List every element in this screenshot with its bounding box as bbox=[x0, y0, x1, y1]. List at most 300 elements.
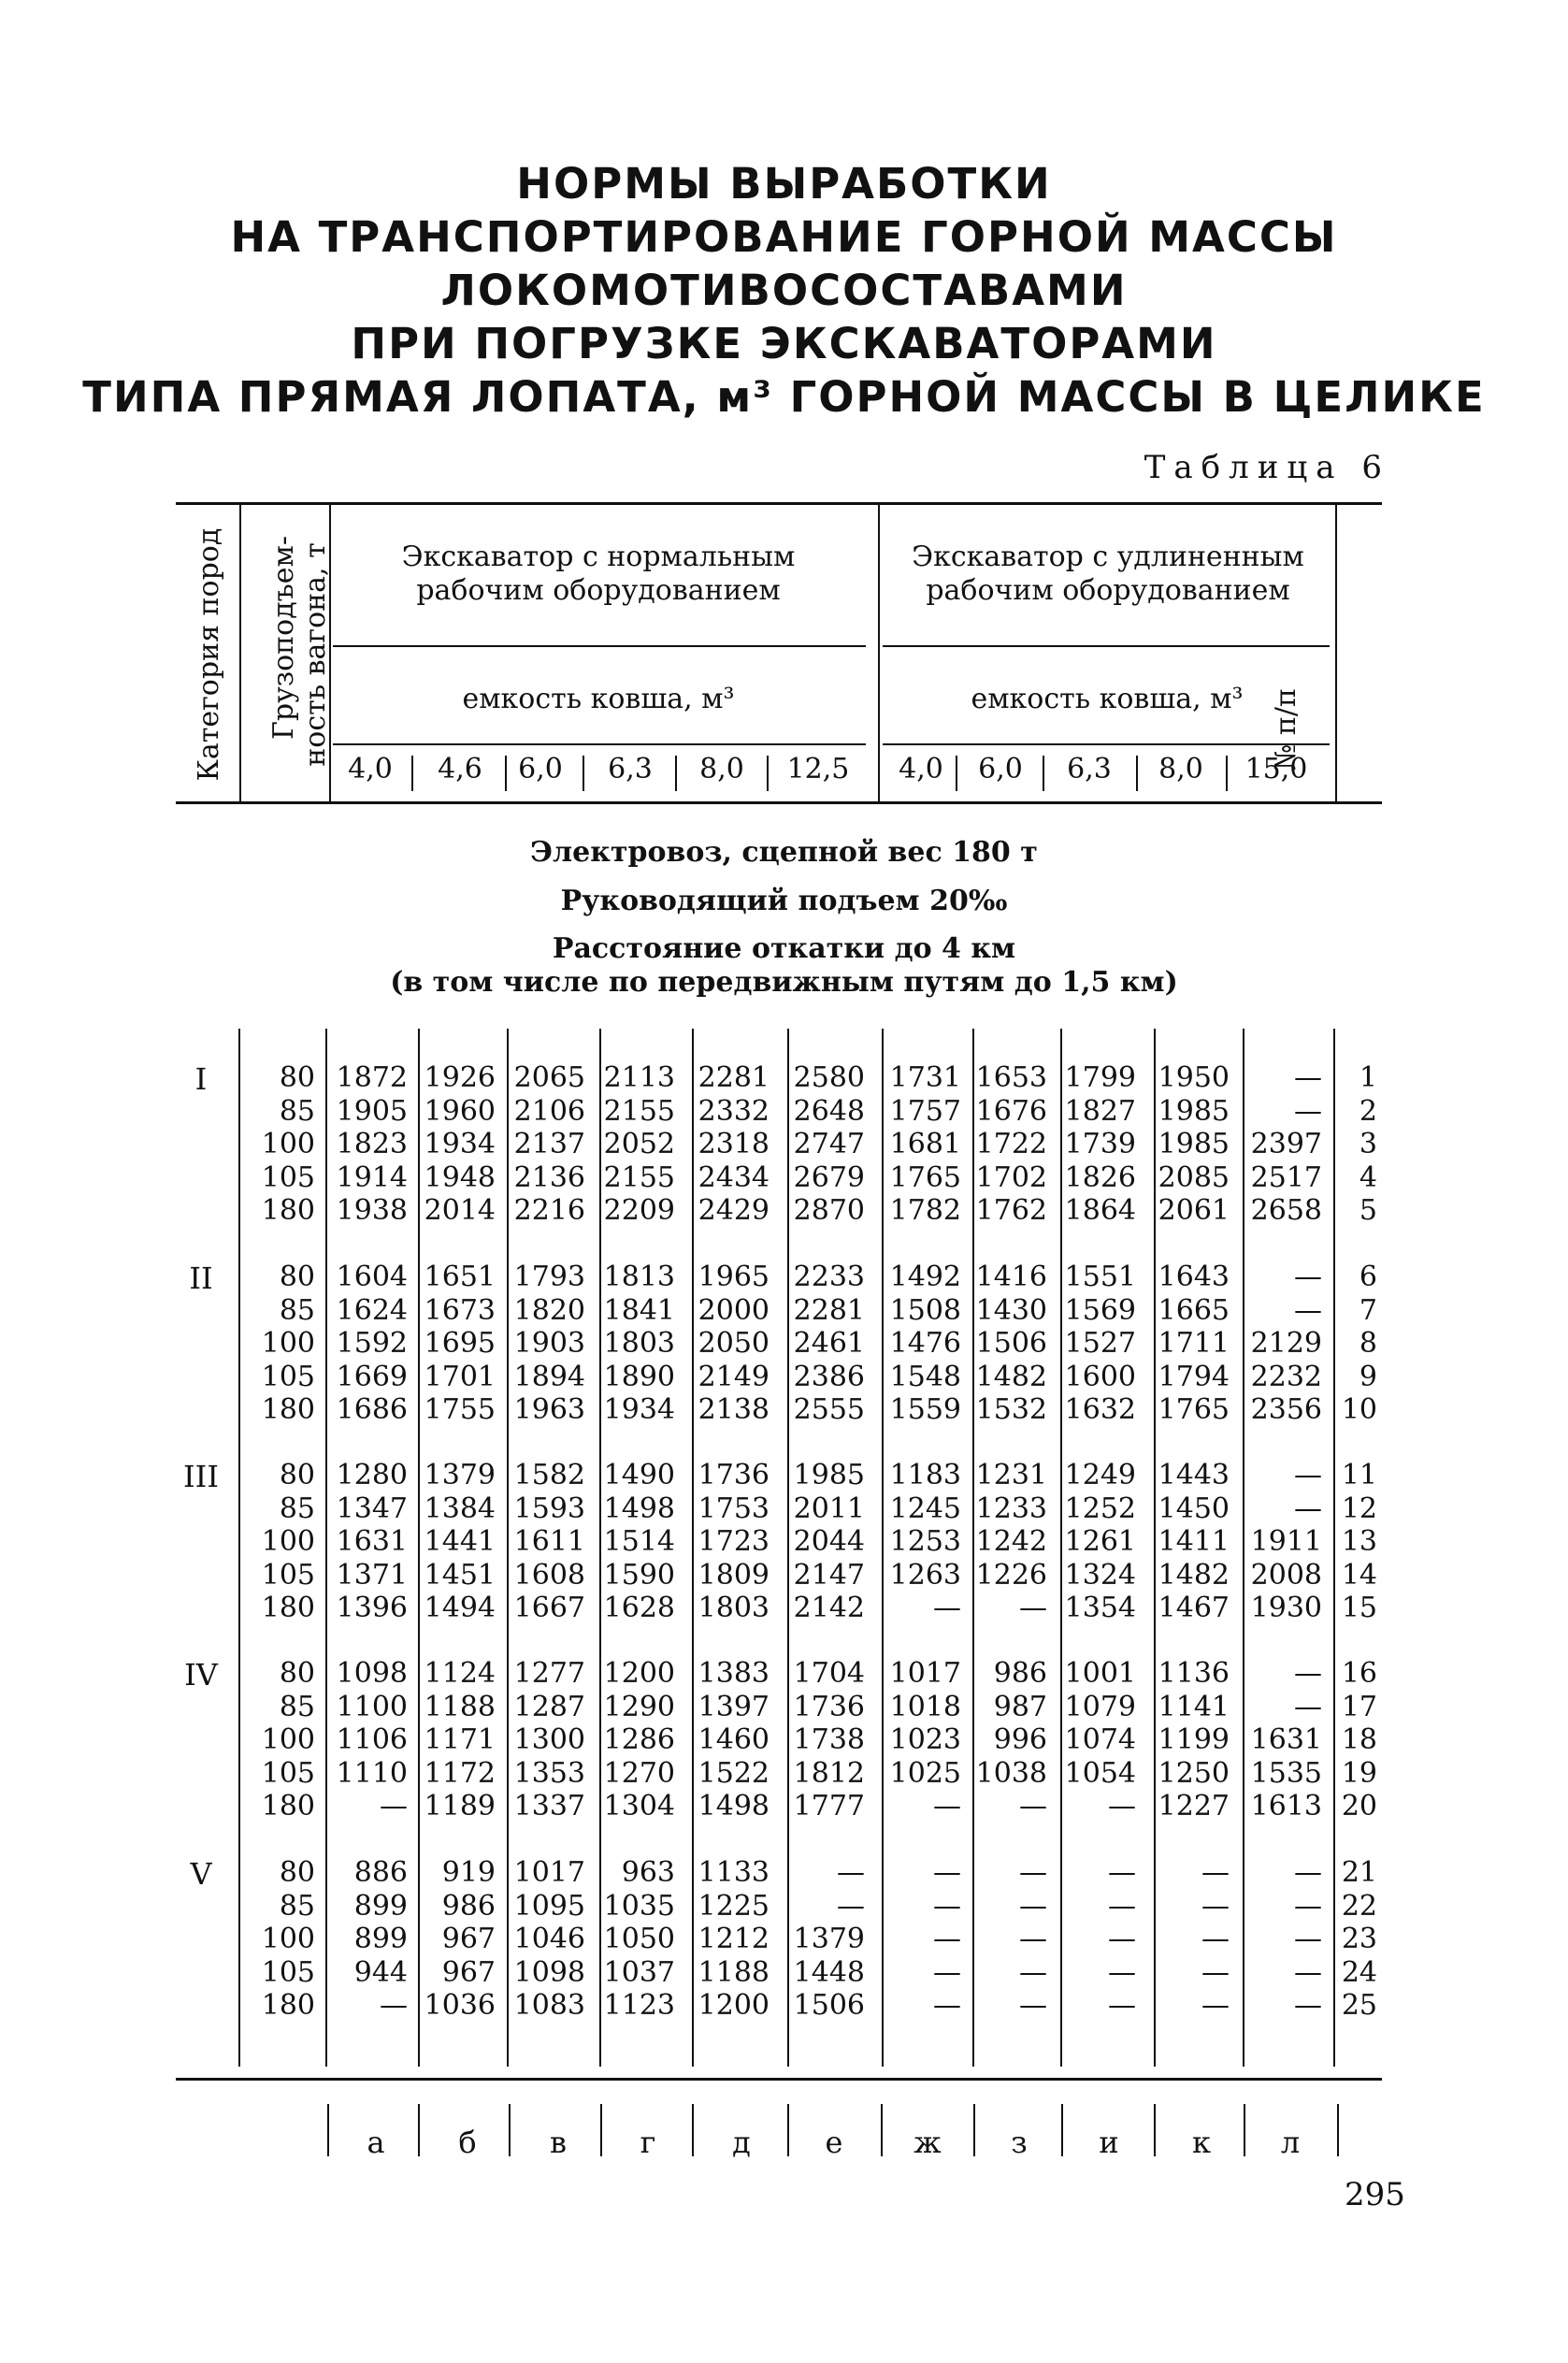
data-cell: — bbox=[1108, 1923, 1136, 1955]
data-cell: — bbox=[933, 1989, 961, 2022]
data-cell: 1354 bbox=[1064, 1592, 1136, 1624]
row-number-cell: 6 bbox=[1359, 1261, 1377, 1293]
data-cell: 967 bbox=[441, 1956, 496, 1989]
data-cell: 2870 bbox=[793, 1194, 865, 1227]
data-cell: 1001 bbox=[1064, 1657, 1136, 1690]
extended-caps-divider bbox=[883, 743, 1330, 745]
row-number-cell: 9 bbox=[1359, 1361, 1377, 1393]
data-cell: 1035 bbox=[603, 1890, 675, 1923]
data-cell: 1371 bbox=[336, 1559, 408, 1592]
capacity-cell: 105 bbox=[261, 1559, 315, 1592]
data-cell: 1337 bbox=[513, 1790, 585, 1823]
row-number-cell: 15 bbox=[1341, 1592, 1377, 1624]
data-cell: 1826 bbox=[1064, 1161, 1136, 1194]
row-number-cell: 21 bbox=[1341, 1856, 1377, 1889]
letter-separator bbox=[973, 2104, 975, 2156]
data-cell: 2085 bbox=[1158, 1161, 1230, 1194]
bucket-capacity-label: 6,0 bbox=[518, 753, 563, 785]
data-cell: 2658 bbox=[1250, 1194, 1322, 1227]
data-cell: 1813 bbox=[603, 1261, 675, 1293]
data-cell: 1025 bbox=[889, 1757, 961, 1790]
data-cell: 1782 bbox=[889, 1194, 961, 1227]
capacity-cell: 85 bbox=[279, 1890, 315, 1923]
header-extended-equipment: Экскаватор с удлиненным рабочим оборудованием bbox=[912, 540, 1304, 607]
data-cell: 899 bbox=[353, 1923, 408, 1955]
data-cell: 963 bbox=[621, 1856, 675, 1889]
data-cell: 2747 bbox=[793, 1128, 865, 1160]
data-cell: — bbox=[1294, 1989, 1322, 2022]
capacity-cell: 80 bbox=[279, 1459, 315, 1491]
data-cell: — bbox=[1108, 1856, 1136, 1889]
data-cell: 2014 bbox=[424, 1194, 496, 1227]
data-cell: — bbox=[1294, 1657, 1322, 1690]
data-cell: 1514 bbox=[603, 1525, 675, 1558]
data-cell: 1926 bbox=[424, 1061, 496, 1094]
data-cell: — bbox=[1108, 1956, 1136, 1989]
data-cell: 2216 bbox=[513, 1194, 585, 1227]
body-bottom-rule bbox=[176, 2078, 1382, 2081]
data-cell: — bbox=[1294, 1890, 1322, 1923]
data-cell: — bbox=[1108, 1790, 1136, 1823]
data-cell: 1188 bbox=[698, 1956, 770, 1989]
data-cell: 1702 bbox=[975, 1161, 1047, 1194]
data-cell: 1106 bbox=[336, 1723, 408, 1756]
letter-separator bbox=[600, 2104, 602, 2156]
letter-separator bbox=[418, 2104, 420, 2156]
data-cell: 2011 bbox=[793, 1492, 865, 1525]
data-cell: — bbox=[933, 1856, 961, 1889]
data-cell: 1667 bbox=[513, 1592, 585, 1624]
data-cell: 2209 bbox=[603, 1194, 675, 1227]
data-cell: 1799 bbox=[1064, 1061, 1136, 1094]
data-cell: 1965 bbox=[698, 1261, 770, 1293]
data-cell: 1083 bbox=[513, 1989, 585, 2022]
data-cell: 1624 bbox=[336, 1294, 408, 1327]
row-number-cell: 20 bbox=[1341, 1790, 1377, 1823]
row-number-cell: 24 bbox=[1341, 1956, 1377, 1989]
data-cell: 2648 bbox=[793, 1095, 865, 1128]
bucket-capacity-label: 4,0 bbox=[348, 753, 393, 785]
letter-separator bbox=[1154, 2104, 1156, 2156]
data-cell: 1079 bbox=[1064, 1691, 1136, 1723]
data-cell: 1506 bbox=[975, 1327, 1047, 1360]
data-cell: 1548 bbox=[889, 1361, 961, 1393]
data-cell: 1669 bbox=[336, 1361, 408, 1393]
data-cell: 1287 bbox=[513, 1691, 585, 1723]
header-capacity-line2: ность вагона, т bbox=[299, 542, 332, 767]
data-cell: 1448 bbox=[793, 1956, 865, 1989]
data-cell: 1794 bbox=[1158, 1361, 1230, 1393]
data-cell: 1701 bbox=[424, 1361, 496, 1393]
row-number-cell: 25 bbox=[1341, 1989, 1377, 2022]
data-cell: 1559 bbox=[889, 1393, 961, 1426]
bucket-capacity-label: 6,0 bbox=[978, 753, 1023, 785]
capacity-separator bbox=[505, 756, 507, 791]
row-number-cell: 23 bbox=[1341, 1923, 1377, 1955]
data-cell: 1673 bbox=[424, 1294, 496, 1327]
data-cell: 1820 bbox=[513, 1294, 585, 1327]
row-number-cell: 10 bbox=[1341, 1393, 1377, 1426]
data-cell: 1777 bbox=[793, 1790, 865, 1823]
row-number-cell: 1 bbox=[1359, 1061, 1377, 1094]
data-cell: 1476 bbox=[889, 1327, 961, 1360]
data-cell: 2318 bbox=[698, 1128, 770, 1160]
data-cell: 1948 bbox=[424, 1161, 496, 1194]
title-line: НОРМЫ ВЫРАБОТКИ bbox=[516, 159, 1052, 209]
data-cell: 1985 bbox=[793, 1459, 865, 1491]
data-cell: 1736 bbox=[793, 1691, 865, 1723]
data-cell: 2281 bbox=[698, 1061, 770, 1094]
table-label: Таблица 6 bbox=[1144, 449, 1390, 486]
data-cell: 1250 bbox=[1158, 1757, 1230, 1790]
data-cell: 986 bbox=[441, 1890, 496, 1923]
header-top-rule bbox=[176, 502, 1382, 505]
data-cell: 2679 bbox=[793, 1161, 865, 1194]
column-separator bbox=[418, 1029, 420, 2067]
data-cell: 2281 bbox=[793, 1294, 865, 1327]
data-cell: 1894 bbox=[513, 1361, 585, 1393]
data-cell: 1226 bbox=[975, 1559, 1047, 1592]
data-cell: — bbox=[380, 1790, 408, 1823]
subheading-distance-note: (в том числе по передвижным путям до 1,5 км) bbox=[390, 966, 1178, 999]
data-cell: 1793 bbox=[513, 1261, 585, 1293]
data-cell: 1050 bbox=[603, 1923, 675, 1955]
data-cell: 2580 bbox=[793, 1061, 865, 1094]
data-cell: 2149 bbox=[698, 1361, 770, 1393]
row-number-cell: 22 bbox=[1341, 1890, 1377, 1923]
data-cell: — bbox=[1019, 1956, 1047, 1989]
data-cell: 1460 bbox=[698, 1723, 770, 1756]
data-cell: 1280 bbox=[336, 1459, 408, 1491]
capacity-cell: 100 bbox=[261, 1327, 315, 1360]
capacity-cell: 85 bbox=[279, 1492, 315, 1525]
data-cell: — bbox=[1019, 1890, 1047, 1923]
page-number: 295 bbox=[1345, 2176, 1405, 2213]
data-cell: 1631 bbox=[336, 1525, 408, 1558]
data-cell: 1608 bbox=[513, 1559, 585, 1592]
capacity-separator bbox=[956, 756, 957, 791]
column-separator bbox=[882, 1029, 884, 2067]
capacity-cell: 85 bbox=[279, 1691, 315, 1723]
data-cell: 987 bbox=[993, 1691, 1047, 1723]
data-cell: 1304 bbox=[603, 1790, 675, 1823]
title-line: ЛОКОМОТИВОСОСТАВАМИ bbox=[440, 266, 1128, 315]
data-cell: — bbox=[933, 1890, 961, 1923]
row-number-cell: 3 bbox=[1359, 1128, 1377, 1160]
data-cell: 1227 bbox=[1158, 1790, 1230, 1823]
row-number-cell: 12 bbox=[1341, 1492, 1377, 1525]
data-cell: — bbox=[933, 1592, 961, 1624]
data-cell: 1451 bbox=[424, 1559, 496, 1592]
data-cell: 2106 bbox=[513, 1095, 585, 1128]
header-bucket-capacity: емкость ковша, м³ bbox=[462, 683, 735, 715]
data-cell: 1864 bbox=[1064, 1194, 1136, 1227]
data-cell: 1890 bbox=[603, 1361, 675, 1393]
data-cell: 2555 bbox=[793, 1393, 865, 1426]
row-number-cell: 8 bbox=[1359, 1327, 1377, 1360]
data-cell: 1277 bbox=[513, 1657, 585, 1690]
data-cell: 2155 bbox=[603, 1161, 675, 1194]
data-cell: 1676 bbox=[975, 1095, 1047, 1128]
bucket-capacity-label: 15,0 bbox=[1244, 753, 1308, 785]
capacity-cell: 105 bbox=[261, 1361, 315, 1393]
data-cell: — bbox=[1019, 1790, 1047, 1823]
row-number-cell: 19 bbox=[1341, 1757, 1377, 1790]
data-cell: 1200 bbox=[698, 1989, 770, 2022]
data-cell: 2138 bbox=[698, 1393, 770, 1426]
column-letter: е bbox=[825, 2125, 843, 2160]
capacity-cell: 85 bbox=[279, 1095, 315, 1128]
data-cell: 2233 bbox=[793, 1261, 865, 1293]
letter-separator bbox=[787, 2104, 789, 2156]
data-cell: 1482 bbox=[1158, 1559, 1230, 1592]
data-cell: — bbox=[1019, 1989, 1047, 2022]
data-cell: 1171 bbox=[424, 1723, 496, 1756]
data-cell: 1098 bbox=[513, 1956, 585, 1989]
data-cell: 1593 bbox=[513, 1492, 585, 1525]
data-cell: 1245 bbox=[889, 1492, 961, 1525]
category-label: I bbox=[194, 1061, 208, 1097]
header-row-number: № п/п bbox=[1270, 687, 1302, 771]
data-cell: 1960 bbox=[424, 1095, 496, 1128]
data-cell: 1199 bbox=[1158, 1723, 1230, 1756]
header-bottom-rule bbox=[176, 801, 1382, 804]
data-cell: 2397 bbox=[1250, 1128, 1322, 1160]
data-cell: — bbox=[1294, 1923, 1322, 1955]
data-cell: — bbox=[1201, 1923, 1230, 1955]
data-cell: 1600 bbox=[1064, 1361, 1136, 1393]
letter-separator bbox=[509, 2104, 511, 2156]
capacity-separator bbox=[411, 756, 413, 791]
bucket-capacity-label: 6,3 bbox=[1067, 753, 1112, 785]
data-cell: — bbox=[1294, 1294, 1322, 1327]
data-cell: 1535 bbox=[1250, 1757, 1322, 1790]
data-cell: 1812 bbox=[793, 1757, 865, 1790]
data-cell: 1686 bbox=[336, 1393, 408, 1426]
letter-separator bbox=[1244, 2104, 1245, 2156]
letter-separator bbox=[327, 2104, 329, 2156]
capacity-separator bbox=[583, 756, 584, 791]
data-cell: 1098 bbox=[336, 1657, 408, 1690]
data-cell: 1803 bbox=[698, 1592, 770, 1624]
data-cell: 1809 bbox=[698, 1559, 770, 1592]
data-cell: 1324 bbox=[1064, 1559, 1136, 1592]
data-cell: 944 bbox=[353, 1956, 408, 1989]
data-cell: 1823 bbox=[336, 1128, 408, 1160]
data-cell: 1110 bbox=[336, 1757, 408, 1790]
capacity-cell: 80 bbox=[279, 1657, 315, 1690]
data-cell: 2113 bbox=[603, 1061, 675, 1094]
data-cell: — bbox=[380, 1989, 408, 2022]
data-cell: — bbox=[1019, 1592, 1047, 1624]
data-cell: 2136 bbox=[513, 1161, 585, 1194]
data-cell: 2137 bbox=[513, 1128, 585, 1160]
capacity-cell: 100 bbox=[261, 1923, 315, 1955]
data-cell: 1736 bbox=[698, 1459, 770, 1491]
data-cell: — bbox=[1108, 1890, 1136, 1923]
data-cell: 1054 bbox=[1064, 1757, 1136, 1790]
data-cell: 996 bbox=[993, 1723, 1047, 1756]
data-cell: — bbox=[1294, 1691, 1322, 1723]
data-cell: — bbox=[837, 1856, 865, 1889]
capacity-cell: 80 bbox=[279, 1856, 315, 1889]
data-cell: 1803 bbox=[603, 1327, 675, 1360]
data-cell: 1628 bbox=[603, 1592, 675, 1624]
data-cell: 2356 bbox=[1250, 1393, 1322, 1426]
subheading-distance: Расстояние откатки до 4 км bbox=[552, 932, 1016, 965]
header-normal-equipment: Экскаватор с нормальным рабочим оборудованием bbox=[401, 540, 796, 607]
header-capacity-line1: Грузоподъем- bbox=[267, 536, 300, 740]
data-cell: — bbox=[1294, 1061, 1322, 1094]
data-cell: — bbox=[1201, 1890, 1230, 1923]
data-cell: 1383 bbox=[698, 1657, 770, 1690]
data-cell: 1384 bbox=[424, 1492, 496, 1525]
row-number-cell: 11 bbox=[1341, 1459, 1377, 1491]
extended-group-divider bbox=[883, 645, 1330, 647]
data-cell: 1411 bbox=[1158, 1525, 1230, 1558]
bucket-capacity-label: 12,5 bbox=[786, 753, 850, 785]
data-cell: 1397 bbox=[698, 1691, 770, 1723]
data-cell: — bbox=[1201, 1856, 1230, 1889]
capacity-separator bbox=[675, 756, 677, 791]
data-cell: 1233 bbox=[975, 1492, 1047, 1525]
data-cell: 1188 bbox=[424, 1691, 496, 1723]
data-cell: 2061 bbox=[1158, 1194, 1230, 1227]
capacity-cell: 180 bbox=[261, 1194, 315, 1227]
data-cell: 1074 bbox=[1064, 1723, 1136, 1756]
data-cell: — bbox=[1019, 1856, 1047, 1889]
data-cell: 1482 bbox=[975, 1361, 1047, 1393]
data-cell: 1723 bbox=[698, 1525, 770, 1558]
data-cell: 1100 bbox=[336, 1691, 408, 1723]
data-cell: 2142 bbox=[793, 1592, 865, 1624]
data-cell: 1903 bbox=[513, 1327, 585, 1360]
header-bucket-capacity-extended: емкость ковша, м³ bbox=[971, 683, 1244, 715]
row-number-cell: 7 bbox=[1359, 1294, 1377, 1327]
data-cell: 1522 bbox=[698, 1757, 770, 1790]
row-number-cell: 2 bbox=[1359, 1095, 1377, 1128]
capacity-separator bbox=[767, 756, 769, 791]
data-cell: 1023 bbox=[889, 1723, 961, 1756]
capacity-cell: 80 bbox=[279, 1061, 315, 1094]
data-cell: 1611 bbox=[513, 1525, 585, 1558]
data-cell: 1934 bbox=[424, 1128, 496, 1160]
capacity-cell: 85 bbox=[279, 1294, 315, 1327]
row-number-cell: 16 bbox=[1341, 1657, 1377, 1690]
row-number-cell: 5 bbox=[1359, 1194, 1377, 1227]
data-cell: 1036 bbox=[424, 1989, 496, 2022]
data-cell: 1498 bbox=[698, 1790, 770, 1823]
row-number-cell: 4 bbox=[1359, 1161, 1377, 1194]
data-cell: 1930 bbox=[1250, 1592, 1322, 1624]
data-cell: — bbox=[1201, 1989, 1230, 2022]
column-separator bbox=[238, 1029, 240, 2067]
data-cell: 1532 bbox=[975, 1393, 1047, 1426]
column-separator bbox=[325, 1029, 327, 2067]
data-cell: — bbox=[1294, 1459, 1322, 1491]
data-cell: 967 bbox=[441, 1923, 496, 1955]
data-cell: 1765 bbox=[889, 1161, 961, 1194]
data-cell: 1905 bbox=[336, 1095, 408, 1128]
data-cell: 1018 bbox=[889, 1691, 961, 1723]
data-cell: 1938 bbox=[336, 1194, 408, 1227]
data-cell: 1172 bbox=[424, 1757, 496, 1790]
data-cell: 2000 bbox=[698, 1294, 770, 1327]
data-cell: 1300 bbox=[513, 1723, 585, 1756]
data-cell: 1498 bbox=[603, 1492, 675, 1525]
capacity-separator bbox=[1043, 756, 1044, 791]
data-cell: 1441 bbox=[424, 1525, 496, 1558]
data-cell: — bbox=[1201, 1956, 1230, 1989]
capacity-cell: 180 bbox=[261, 1393, 315, 1426]
data-cell: 2517 bbox=[1250, 1161, 1322, 1194]
normal-caps-divider bbox=[333, 743, 866, 745]
data-cell: 1731 bbox=[889, 1061, 961, 1094]
data-cell: 1551 bbox=[1064, 1261, 1136, 1293]
data-cell: — bbox=[1294, 1956, 1322, 1989]
data-cell: 1963 bbox=[513, 1393, 585, 1426]
letter-separator bbox=[1337, 2104, 1339, 2156]
data-cell: 1985 bbox=[1158, 1128, 1230, 1160]
data-cell: 1124 bbox=[424, 1657, 496, 1690]
data-cell: 1225 bbox=[698, 1890, 770, 1923]
data-cell: 1353 bbox=[513, 1757, 585, 1790]
data-cell: 1827 bbox=[1064, 1095, 1136, 1128]
bucket-capacity-label: 4,0 bbox=[899, 753, 943, 785]
data-cell: 2155 bbox=[603, 1095, 675, 1128]
data-cell: 1950 bbox=[1158, 1061, 1230, 1094]
data-cell: 1133 bbox=[698, 1856, 770, 1889]
data-cell: 1396 bbox=[336, 1592, 408, 1624]
data-cell: 1631 bbox=[1250, 1723, 1322, 1756]
column-letter: г bbox=[640, 2125, 656, 2160]
title-line: ПРИ ПОГРУЗКЕ ЭКСКАВАТОРАМИ bbox=[351, 319, 1217, 368]
data-cell: 1379 bbox=[793, 1923, 865, 1955]
capacity-cell: 100 bbox=[261, 1128, 315, 1160]
data-cell: 2129 bbox=[1250, 1327, 1322, 1360]
data-cell: 1017 bbox=[513, 1856, 585, 1889]
data-cell: 1651 bbox=[424, 1261, 496, 1293]
data-cell: 1450 bbox=[1158, 1492, 1230, 1525]
data-cell: 1695 bbox=[424, 1327, 496, 1360]
data-cell: 886 bbox=[353, 1856, 408, 1889]
page-title bbox=[0, 157, 1568, 424]
capacity-cell: 105 bbox=[261, 1956, 315, 1989]
data-cell: 1911 bbox=[1250, 1525, 1322, 1558]
data-cell: 1443 bbox=[1158, 1459, 1230, 1491]
data-cell: 899 bbox=[353, 1890, 408, 1923]
data-cell: 1757 bbox=[889, 1095, 961, 1128]
data-cell: 1252 bbox=[1064, 1492, 1136, 1525]
subheading-locomotive: Электровоз, сцепной вес 180 т bbox=[530, 836, 1038, 869]
capacity-separator bbox=[1136, 756, 1138, 791]
data-cell: 1914 bbox=[336, 1161, 408, 1194]
column-letter: ж bbox=[913, 2125, 942, 2160]
data-cell: 1494 bbox=[424, 1592, 496, 1624]
capacity-cell: 100 bbox=[261, 1723, 315, 1756]
data-cell: 1665 bbox=[1158, 1294, 1230, 1327]
data-cell: 2332 bbox=[698, 1095, 770, 1128]
column-letter: з bbox=[1011, 2125, 1028, 2160]
header-separator bbox=[1335, 504, 1337, 801]
data-cell: 1253 bbox=[889, 1525, 961, 1558]
capacity-cell: 180 bbox=[261, 1790, 315, 1823]
column-letter: л bbox=[1280, 2125, 1301, 2160]
data-cell: 1643 bbox=[1158, 1261, 1230, 1293]
data-cell: 919 bbox=[441, 1856, 496, 1889]
data-cell: 1095 bbox=[513, 1890, 585, 1923]
data-cell: 986 bbox=[993, 1657, 1047, 1690]
